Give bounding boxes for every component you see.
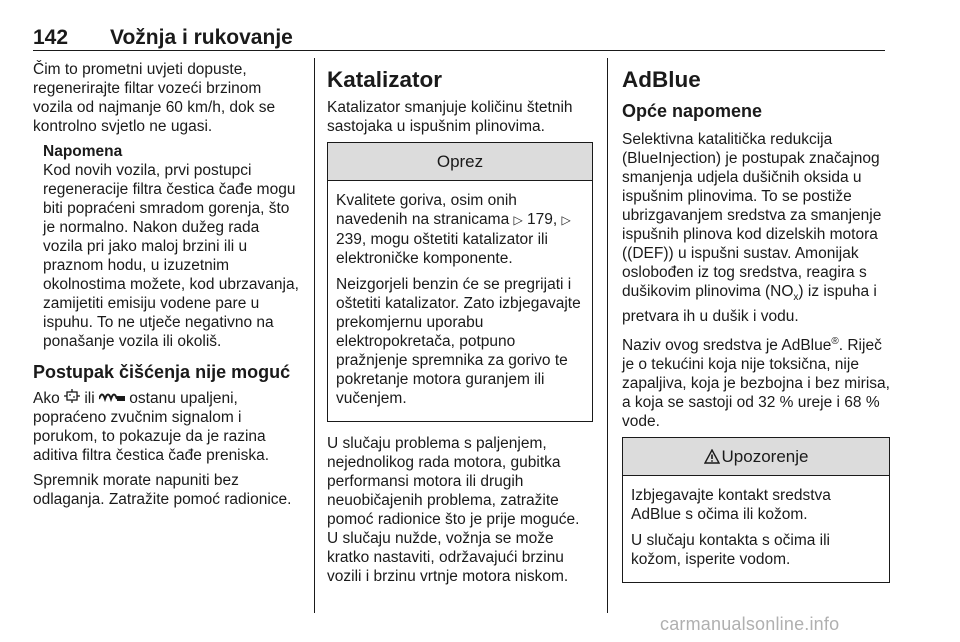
warning-text-1: Izbjegavajte kontakt sredstva AdBlue s očima ili kožom. (631, 487, 831, 524)
caution-fuel-text: Kvalitete goriva, osim onih navedenih na stranicama ▷ 179, ▷ 239, mogu oštetiti katalizator ili elektroničke komponente. (336, 192, 571, 267)
warning-title: Upozorenje (721, 447, 809, 467)
note-block (33, 142, 301, 351)
adblue-intro: Selektivna katalitička redukcija (BlueInjection) je postupak značajnog smanjenja udjela dušičnih oksida u ispušnim plinovima. To se postiže ubrizgavanjem sredstva za smanjenje ispušnih plinova kod dizelskih motora ((DEF)) u ispušni sustav. Amonijak oslobođen iz tog sredstva, reagira s dušikovim plinovima $(NO_x)$ iz ispuha i pretvara ih u dušik i vodu. (622, 131, 882, 326)
caution-petrol-text: Neizgorjeli benzin će se pregrijati i oštetiti katalizator. Zato izbjegavajte prekomjernu uporabu elektropokretača, potpuno pražnjenje spremnika za gorivo te pokretanje motora guranjem ili vučenjem. (336, 276, 581, 407)
warning-text-2: U slučaju kontakta s očima ili kožom, isperite vodom. (631, 532, 830, 569)
column-1 (33, 60, 301, 515)
column-divider-2 (607, 58, 608, 613)
cleaning-paragraph: Ako ili ostanu upaljeni, popraćeno zvučnim signalom i porukom, to pokazuje da je razina aditiva filtra čestica čađe preniska. (33, 390, 270, 464)
preheat-coil-icon (99, 390, 125, 406)
adblue-description: Naziv ovog sredstva je AdBlue®. Riječ je o tekućini koja nije toksična, nije zapaljiva, koja je bezbojna i bez mirisa, a koja se sastoji od 32 % ureje i 68 % vode. (622, 336, 890, 431)
caution-title: Oprez (328, 143, 592, 181)
page-header (33, 26, 885, 52)
refill-paragraph: Spremnik morate napuniti bez odlaganja. Zatražite pomoć radionice. (33, 472, 292, 508)
warning-header (623, 438, 889, 476)
catalyst-problems-text: U slučaju problema s paljenjem, nejednolikog rada motora, gubitka performansi motora ili drugih neuobičajenih problema, zatražite pomoć radionice što je prije moguće. U slučaju nužde, vožnja se može kratko nastaviti, održavajući brzinu vozili i brzinu vrtnje motora niskom. (327, 435, 580, 585)
section-title-catalyst: Katalizator (327, 67, 443, 92)
page-ref-arrow-icon[interactable]: ▷ (513, 213, 523, 227)
column-3 (622, 60, 890, 595)
warning-triangle-icon (704, 449, 720, 464)
page-number: 142 (33, 26, 69, 49)
header-rule (33, 50, 885, 51)
section-title-adblue: AdBlue (622, 67, 701, 92)
caution-box (327, 142, 593, 422)
chapter-title: Vožnja i rukovanje (110, 26, 293, 49)
note-text: Kod novih vozila, prvi postupci regeneracije filtra čestica čađe mogu biti popraćeni smradom gorenja, što je normalno. Nakon dužeg rada vozila pri jako maloj brzini ili u praznom hodu, u izuzetnim okolnostima možete, kod ubrzavanja, zamijetiti emisiju vodene pare u ispuhu. To ne utječe negativno na ponašanje vozila ili okoliš. (43, 162, 299, 350)
catalyst-intro: Katalizator smanjuje količinu štetnih sastojaka u ispušnim plinovima. (327, 99, 573, 135)
note-title: Napomena (43, 143, 123, 160)
warning-box (622, 437, 890, 583)
subsection-general: Opće napomene (622, 101, 763, 121)
watermark: carmanualsonline.info (660, 614, 840, 634)
page-ref-arrow-icon[interactable]: ▷ (561, 213, 571, 227)
column-divider-1 (314, 58, 315, 613)
section-heading-cleaning: Postupak čišćenja nije moguć (33, 362, 291, 382)
soot-filter-icon (64, 390, 80, 406)
regeneration-text: Čim to prometni uvjeti dopuste, regenerirajte filtar vozeći brzinom vozila od najmanje 60 km/h, dok se kontrolno svjetlo ne ugasi. (33, 61, 276, 135)
column-2 (327, 60, 593, 592)
